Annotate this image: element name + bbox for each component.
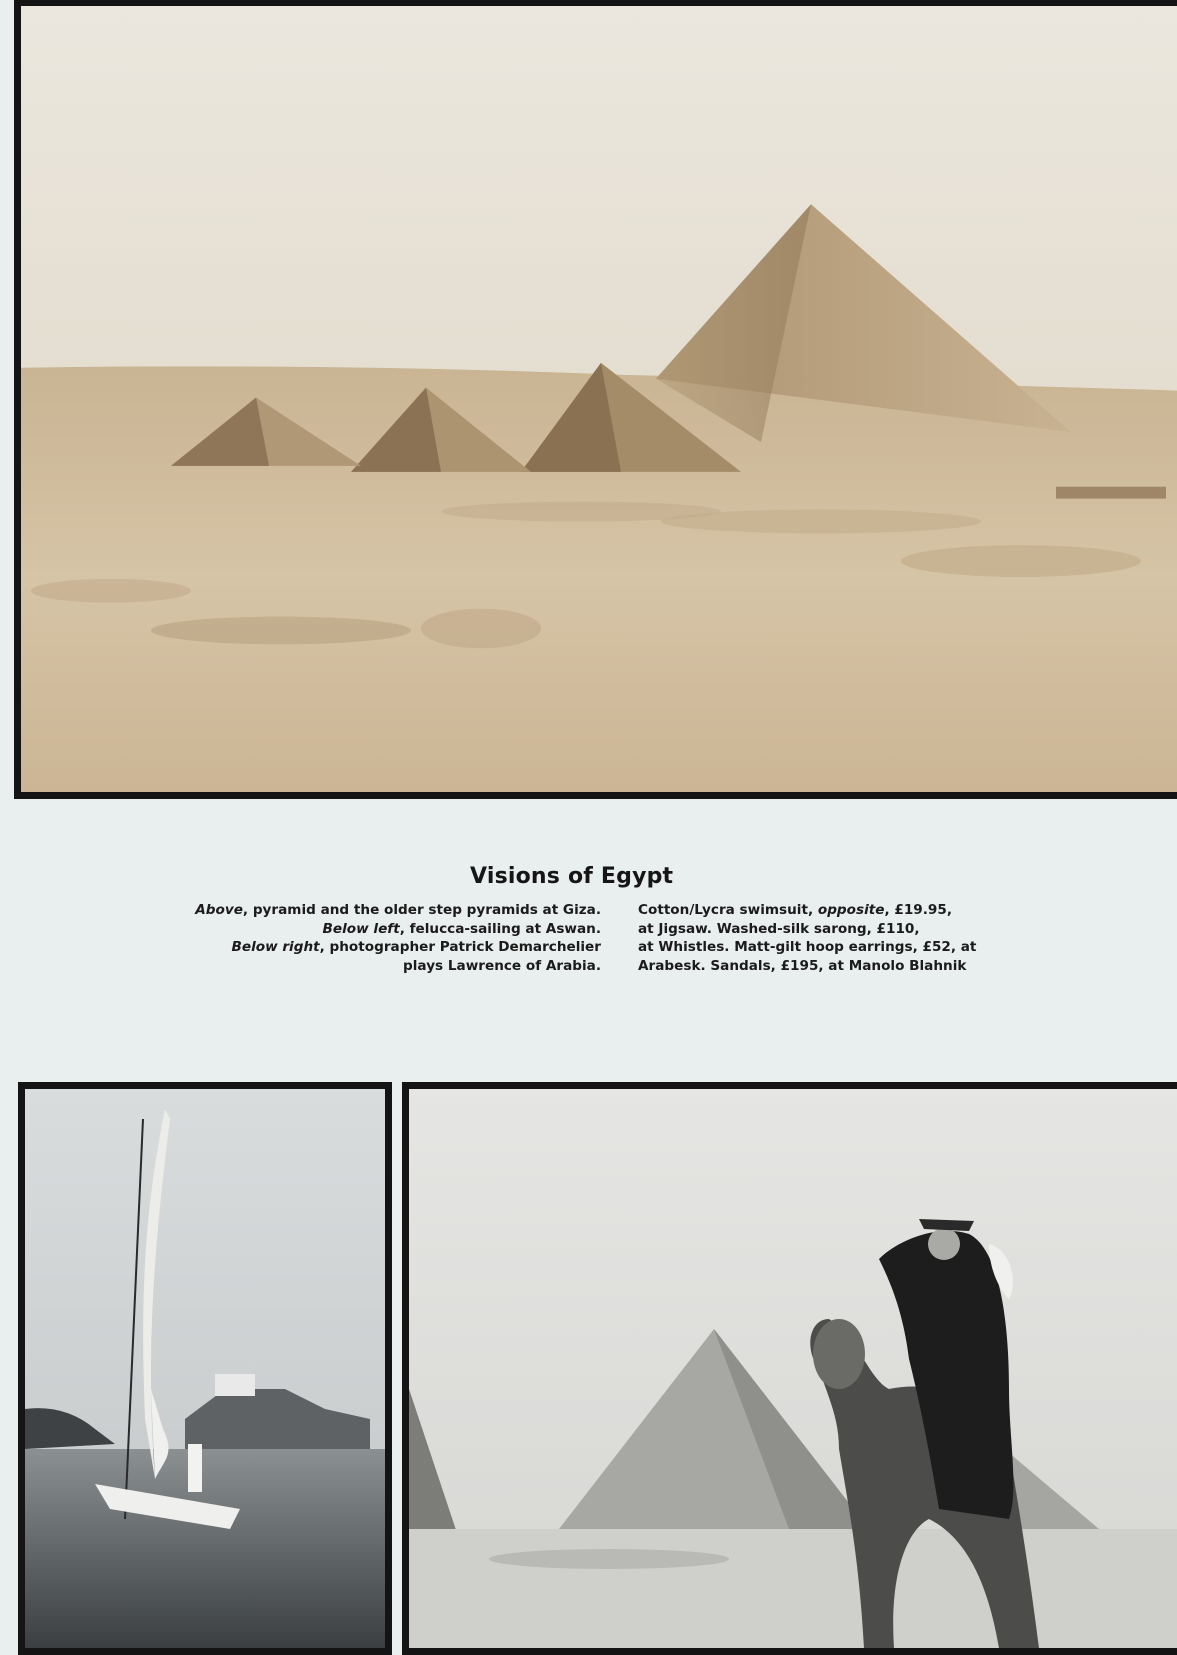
caption-right-column [638,901,976,975]
caption-emphasis: Above [195,902,243,918]
felucca-image [25,1089,385,1648]
caption-text: , £19.95, [884,902,952,918]
camel-pyramids-photo [402,1082,1177,1655]
caption-line [195,938,601,957]
caption-emphasis: Below left [322,920,400,937]
caption-line [195,901,601,920]
caption-text: , pyramid and the older step pyramids at Giza. [242,902,601,918]
caption-line [195,957,601,976]
caption-left-column [195,901,601,975]
camel-pyramids-image [409,1089,1177,1648]
giza-pyramids-image [21,6,1177,792]
giza-pyramids-photo [14,0,1177,799]
felucca-photo [18,1082,392,1655]
page-title: Visions of Egypt [470,864,674,889]
caption-line: Arabesk. Sandals, £195, at Manolo Blahnik [638,957,967,974]
caption-line [195,920,601,939]
caption-text: Cotton/Lycra swimsuit, [638,902,818,918]
caption-line: at Jigsaw. Washed-silk sarong, £110, [638,920,920,937]
caption-text: , felucca-sailing at Aswan. [399,920,601,937]
caption-line: at Whistles. Matt-gilt hoop earrings, £52, at [638,939,977,955]
caption-text: plays Lawrence of Arabia. [403,957,601,974]
caption-emphasis: opposite [817,902,885,918]
caption-line [638,901,976,920]
caption-emphasis: Below right [231,939,320,955]
caption-text: , photographer Patrick Demarchelier [319,939,601,955]
